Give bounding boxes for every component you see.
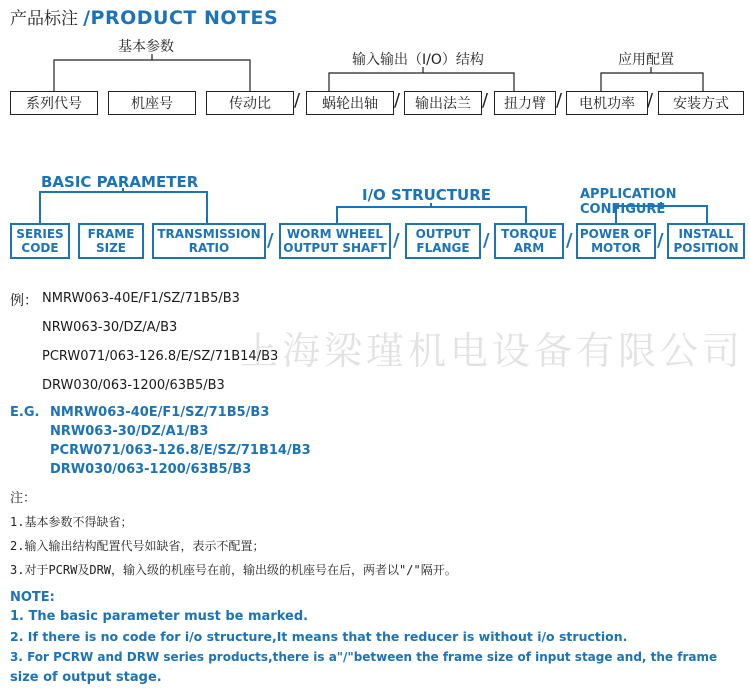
notes-en-title: NOTE: xyxy=(10,590,55,605)
note-en-2: 2. If there is no code for i/o structure,It means that the reducer is without i/o struction. xyxy=(10,629,628,644)
en-box-series-code-text: SERIES CODE xyxy=(16,227,64,255)
en-box-worm-shaft-text: WORM WHEEL OUTPUT SHAFT xyxy=(283,227,387,255)
en-separator-1: / xyxy=(267,230,274,251)
cn-box-ratio: 传动比 xyxy=(206,91,294,115)
cn-box-worm-shaft: 蜗轮出轴 xyxy=(306,91,394,115)
cn-group-app: 应用配置 xyxy=(618,52,674,68)
en-group-app: APPLICATION CONFIGURE xyxy=(580,187,677,217)
cn-separator-5: / xyxy=(647,90,654,111)
company-watermark: 上海梁瑾机电设备有限公司 xyxy=(240,329,745,373)
en-box-series-code xyxy=(10,223,70,259)
cn-group-io: 输入输出（I/O）结构 xyxy=(352,52,484,68)
en-box-torque-arm xyxy=(494,223,564,259)
example-cn-2: NRW063-30/DZ/A/B3 xyxy=(42,320,178,335)
examples-en-label: E.G. xyxy=(10,405,40,420)
example-en-1: NMRW063-40E/F1/SZ/71B5/B3 xyxy=(50,405,270,420)
cn-separator-4: / xyxy=(556,90,563,111)
example-cn-4: DRW030/063-1200/63B5/B3 xyxy=(42,378,225,393)
cn-separator-2: / xyxy=(394,90,401,111)
en-box-motor-power xyxy=(576,223,656,259)
examples-cn-label: 例： xyxy=(10,293,38,309)
note-cn-2: 2.输入输出结构配置代号如缺省，表示不配置； xyxy=(10,539,265,553)
cn-box-motor-power: 电机功率 xyxy=(566,91,648,115)
cn-box-series-code: 系列代号 xyxy=(10,91,98,115)
note-en-1: 1. The basic parameter must be marked. xyxy=(10,609,309,624)
en-separator-5: / xyxy=(657,230,664,251)
en-box-frame-size xyxy=(78,223,144,259)
en-separator-2: / xyxy=(393,230,400,251)
note-cn-3: 3.对于PCRW及DRW，输入级的机座号在前，输出级的机座号在后，两者以"/"隔开。 xyxy=(10,563,457,577)
example-en-2: NRW063-30/DZ/A1/B3 xyxy=(50,424,209,439)
cn-box-torque-arm: 扭力臂 xyxy=(494,91,556,115)
en-box-torque-arm-text: TORQUE ARM xyxy=(501,227,557,255)
en-box-install xyxy=(667,223,745,259)
en-separator-3: / xyxy=(483,230,490,251)
example-cn-3: PCRW071/063-126.8/E/SZ/71B14/B3 xyxy=(42,349,279,364)
cn-separator-3: / xyxy=(482,90,489,111)
note-en-4: size of output stage. xyxy=(10,670,162,685)
en-box-ratio-text: TRANSMISSION RATIO xyxy=(157,227,261,255)
title-cn: 产品标注 xyxy=(10,9,78,29)
cn-box-output-flange: 输出法兰 xyxy=(404,91,482,115)
cn-box-frame-size: 机座号 xyxy=(108,91,196,115)
cn-separator-1: / xyxy=(294,90,301,111)
note-en-3: 3. For PCRW and DRW series products,there is a"/"between the frame size of input stage and, the frame xyxy=(10,650,718,664)
en-box-frame-size-text: FRAME SIZE xyxy=(87,227,135,255)
cn-box-install: 安装方式 xyxy=(658,91,744,115)
cn-group-basic: 基本参数 xyxy=(118,39,174,55)
en-box-install-text: INSTALL POSITION xyxy=(673,227,739,255)
en-group-io: I/O STRUCTURE xyxy=(362,186,492,204)
title-en: /PRODUCT NOTES xyxy=(83,7,279,29)
example-cn-1: NMRW063-40E/F1/SZ/71B5/B3 xyxy=(42,291,240,306)
en-box-ratio xyxy=(152,223,266,259)
notes-cn-title: 注： xyxy=(10,491,37,506)
example-en-4: DRW030/063-1200/63B5/B3 xyxy=(50,462,252,477)
en-separator-4: / xyxy=(566,230,573,251)
en-box-worm-shaft xyxy=(279,223,391,259)
en-box-output-flange xyxy=(405,223,481,259)
en-box-output-flange-text: OUTPUT FLANGE xyxy=(415,227,471,255)
en-group-basic: BASIC PARAMETER xyxy=(41,173,199,191)
en-box-motor-power-text: POWER OF MOTOR xyxy=(579,227,653,255)
example-en-3: PCRW071/063-126.8/E/SZ/71B14/B3 xyxy=(50,443,311,458)
note-cn-1: 1.基本参数不得缺省； xyxy=(10,515,133,529)
